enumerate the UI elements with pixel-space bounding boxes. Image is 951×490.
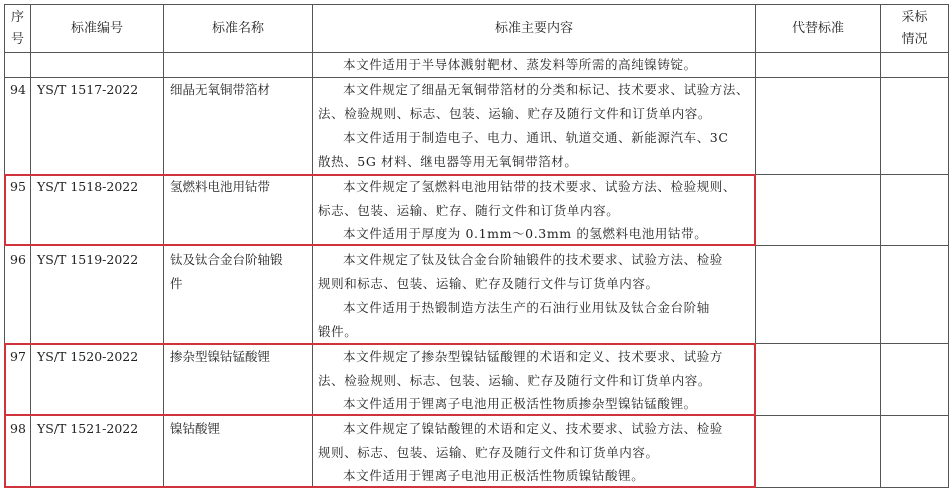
header-replace: 代替标准 xyxy=(791,20,844,36)
row-content-line: 规则、标志、包装、运输、贮存及随行文件和订货单内容。 xyxy=(318,445,659,460)
row-content-line: 本文件适用于锂离子电池用正极活性物质掺杂型镍钴锰酸锂。 xyxy=(343,396,697,411)
row-content-line: 锻件。 xyxy=(318,324,358,339)
header-content: 标准主要内容 xyxy=(494,20,573,36)
row-content-line: 本文件适用于制造电子、电力、通讯、轨道交通、新能源汽车、3C xyxy=(343,130,729,145)
row-content-line: 本文件规定了氢燃料电池用钴带的技术要求、试验方法、检验规则、 xyxy=(343,179,737,194)
header-adopt xyxy=(881,5,948,52)
row-name: 钛及钛合金台阶轴锻 xyxy=(170,252,283,267)
col-divider xyxy=(880,4,881,488)
row-content-line: 本文件规定了掺杂型镍钴锰酸锂的术语和定义、技术要求、试验方 xyxy=(343,349,723,364)
row-name: 掺杂型镍钴锰酸锂 xyxy=(170,349,271,364)
row-content-line: 法、检验规则、标志、包装、运输、贮存及随行文件和订货单内容。 xyxy=(318,373,712,388)
highlight-box-row-98 xyxy=(4,414,756,488)
col-divider xyxy=(948,4,949,488)
row-code: YS/T 1521-2022 xyxy=(37,421,139,436)
row-content-line: 本文件适用于厚度为 0.1mm～0.3mm 的氢燃料电池用钴带。 xyxy=(343,226,708,241)
row-code: YS/T 1518-2022 xyxy=(37,179,139,194)
row-content-line: 本文件适用于锂离子电池用正极活性物质镍钴酸锂。 xyxy=(343,468,645,483)
header-adopt-line2: 情况 xyxy=(901,31,928,47)
row-name: 细晶无氧铜带箔材 xyxy=(170,82,271,97)
row-code: YS/T 1519-2022 xyxy=(37,252,139,267)
row-content-line: 本文件规定了钛及钛合金台阶轴锻件的技术要求、试验方法、检验 xyxy=(343,252,723,267)
row-seq: 96 xyxy=(10,252,26,267)
row-seq: 95 xyxy=(10,179,26,194)
row-seq: 98 xyxy=(10,421,26,436)
header-code: 标准编号 xyxy=(70,20,123,36)
row-content-line: 散热、5G 材料、继电器等用无氧铜带箔材。 xyxy=(318,154,578,169)
row-code: YS/T 1517-2022 xyxy=(37,82,139,97)
header-seq xyxy=(5,5,30,52)
row-content-line: 本文件规定了细晶无氧铜带箔材的分类和标记、技术要求、试验方法、 xyxy=(343,82,750,97)
row-seq: 94 xyxy=(10,82,26,97)
row-content-line: 本文件规定了镍钴酸锂的术语和定义、技术要求、试验方法、检验 xyxy=(343,421,723,436)
highlight-box-row-95 xyxy=(4,174,756,246)
highlight-box-row-97 xyxy=(4,343,756,416)
header-name: 标准名称 xyxy=(211,20,264,36)
header-seq-line1: 序 xyxy=(10,9,24,25)
row-content-line: 规则和标志、包装、运输、贮存及随行文件与订货单内容。 xyxy=(318,276,659,291)
header-seq-line2: 号 xyxy=(10,31,24,47)
row-content-line: 法、检验规则、标志、包装、运输、贮存及随行文件和订货单内容。 xyxy=(318,106,712,121)
row-name: 氢燃料电池用钴带 xyxy=(170,179,271,194)
row-code: YS/T 1520-2022 xyxy=(37,349,139,364)
header-adopt-line1: 采标 xyxy=(901,9,928,25)
continuation-text: 本文件适用于半导体溅射靶材、蒸发料等所需的高纯镍铸锭。 xyxy=(343,57,697,72)
row-name: 镍钴酸锂 xyxy=(170,421,221,436)
row-content-line: 本文件适用于热锻制造方法生产的石油行业用钛及钛合金台阶轴 xyxy=(343,300,710,315)
row-content-line: 标志、包装、运输、贮存、随行文件和订货单内容。 xyxy=(318,203,620,218)
row-seq: 97 xyxy=(10,349,26,364)
row-name-cont: 件 xyxy=(170,276,183,291)
